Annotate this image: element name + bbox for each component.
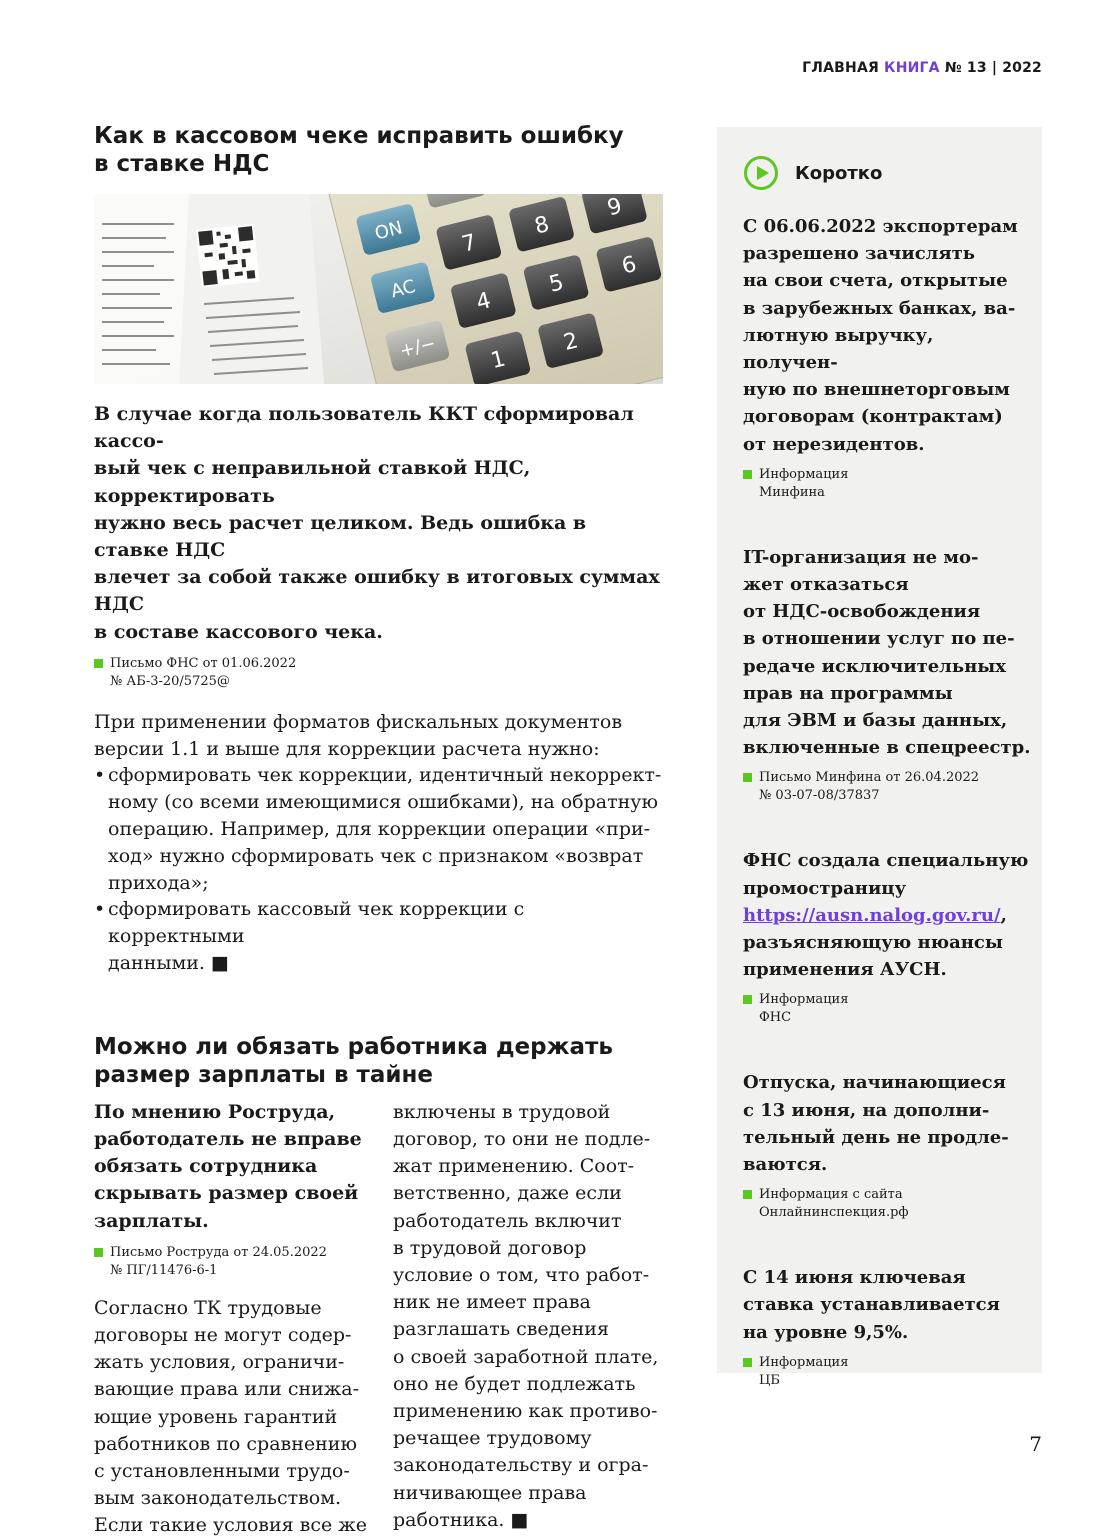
sidebar-items [743,213,1033,1390]
key-6: 6 [619,251,640,280]
sidebar-news-item: С 14 июня ключевая ставка устанавливается на уровне 9,5%. Информация ЦБ [743,1264,1033,1390]
key-2: 2 [561,328,581,356]
article2-body-left: Согласно ТК трудовые договоры не могут содер- жать условия, ограничи- вающие права или снижа- ющие уровень гарантий работников по сравнению с установленными трудо- вым законодательством. Если такие условия все же [94,1296,368,1537]
main-column [94,122,666,1540]
source-marker-icon [94,1248,103,1257]
sidebar-news-item: IT-организация не мо- жет отказаться от НДС-освобождения в отношении услуг по пе- редаче исключительных прав на программы для ЭВМ и базы данных, включенные в спецреестр. Письмо Минфина от 26.04.2022 № 03-07-08/37837 [743,544,1033,806]
sidebar-source: Информация Минфина [743,466,1033,502]
sidebar-news-item: ФНС создала специальную промостраницу https://ausn.nalog.gov.ru/, разъясняющую нюансы применения АУСН. Информация ФНС [743,847,1033,1027]
news-sidebar [717,127,1042,1388]
source-marker-icon [743,1358,752,1367]
sidebar-header [743,155,882,191]
page-number: 7 [1029,1432,1042,1456]
article1-body: При применении форматов фискальных документов версии 1.1 и выше для коррекции расчета нужно: [94,710,623,760]
key-1: 1 [488,346,509,375]
article2-body-right: включены в трудовой договор, то они не подле- жат применению. Соот- ветственно, даже если работодатель включит в трудовой договор условие о том, что работ- ник не имеет права разглашать сведения о своей заработной плате, оно не будет подлежать применению как противо- речащее трудовому законодательству и огра- ничивающее права работника. ■ [393,1100,659,1531]
key-plusminus: +/− [397,332,438,362]
article2-col-left [94,1099,367,1540]
header-issue: № 13 | 2022 [939,60,1042,76]
key-8: 8 [532,211,552,240]
article2-title: Можно ли обязать работника держать размер зарплаты в тайне [94,1033,613,1088]
key-9: 9 [604,194,625,222]
source-marker-icon [743,470,752,479]
article1-bullets [94,762,666,976]
receipt-strips [94,194,324,384]
sidebar-news-item: Отпуска, начинающиеся с 13 июня, на дополни- тельный день не продле- ваются. Информация с сайта Онлайнинспекция.рф [743,1069,1033,1222]
article2-col-right [393,1099,666,1540]
bullet-item: • сформировать чек коррекции, идентичный некоррект- ному (со всеми имеющимися ошибками), на обратную операцию. Например, для коррекции операции «при- ход» нужно сформировать чек с признаком «возврат прихода»; [94,762,666,896]
magazine-header [802,60,1042,76]
bullet-item: • сформировать кассовый чек коррекции с корректными данными. ■ [94,896,666,976]
play-icon [743,155,779,191]
source-marker-icon [743,773,752,782]
key-7: 7 [459,230,480,258]
source-marker-icon [743,1190,752,1199]
header-accent: КНИГА [884,60,940,76]
key-4: 4 [473,288,494,316]
key-5: 5 [546,270,567,298]
source-marker-icon [94,659,103,668]
sidebar-source: Информация с сайта Онлайнинспекция.рф [743,1186,1033,1222]
header-title: ГЛАВНАЯ [802,60,885,76]
sidebar-source: Информация ФНС [743,991,1033,1027]
key-ac: AC [388,275,418,303]
ausn-link[interactable]: https://ausn.nalog.gov.ru/ [743,904,1001,926]
article1-title: Как в кассовом чеке исправить ошибку в ставке НДС [94,123,624,177]
sidebar-source: Информация ЦБ [743,1354,1033,1390]
sidebar-source: Письмо Минфина от 26.04.2022 № 03-07-08/37837 [743,769,1033,805]
article2-lead: По мнению Роструда, работодатель не вправе обязать сотрудника скрывать размер своей зарплаты. [94,1100,362,1232]
sidebar-title: Коротко [795,162,883,184]
article1-lead: В случае когда пользователь ККТ сформировал кассо- вый чек с неправильной ставкой НДС, корректировать нужно весь расчет целиком. Ведь ошибка в ставке НДС влечет за собой также ошибку в итоговых суммах НДС в составе кассового чека. [94,403,660,643]
sidebar-news-item: С 06.06.2022 экспортерам разрешено зачислять на свои счета, открытые в зарубежных банках, ва- лютную выручку, получен- ную по внешнеторговым договорам (контрактам) от нерезидентов. Информация Минфина [743,213,1033,502]
calculator [319,194,663,384]
article2-source: Письмо Роструда от 24.05.2022 № ПГ/11476-6-1 [94,1244,367,1280]
receipts-calculator-photo [94,194,663,384]
article1-source: Письмо ФНС от 01.06.2022 № АБ-3-20/5725@ [94,655,666,691]
article2-columns [94,1099,666,1540]
source-marker-icon [743,995,752,1004]
key-on: ON [372,217,405,245]
